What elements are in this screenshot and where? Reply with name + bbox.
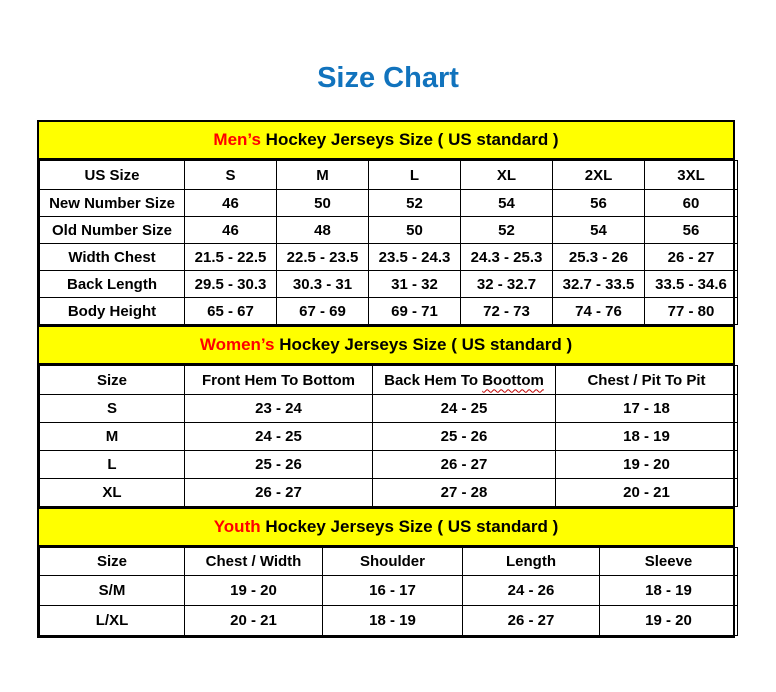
column-header: Size [40, 366, 185, 395]
row-label: New Number Size [40, 190, 185, 217]
table-row [40, 479, 738, 507]
section-band-women [39, 325, 733, 365]
cell: 46 [185, 190, 277, 217]
cell: 54 [553, 217, 645, 244]
column-header: Chest / Width [185, 548, 323, 576]
column-header: Length [463, 548, 600, 576]
section-band-text: Hockey Jerseys Size ( US standard ) [260, 130, 559, 149]
table-row [40, 576, 738, 606]
cell: 18 - 19 [600, 576, 738, 606]
cell: 21.5 - 22.5 [185, 244, 277, 271]
table-row [40, 217, 738, 244]
table-row [40, 298, 738, 325]
section-band-text: Hockey Jerseys Size ( US standard ) [260, 517, 559, 536]
column-header: L [369, 161, 461, 190]
cell: 18 - 19 [556, 423, 738, 451]
cell: 52 [369, 190, 461, 217]
cell: 25 - 26 [373, 423, 556, 451]
cell: 24.3 - 25.3 [461, 244, 553, 271]
row-label: Back Length [40, 271, 185, 298]
cell: 27 - 28 [373, 479, 556, 507]
page-title: Size Chart [317, 62, 459, 94]
cell: 29.5 - 30.3 [185, 271, 277, 298]
cell: 67 - 69 [277, 298, 369, 325]
column-header: 3XL [645, 161, 738, 190]
size-chart-table [37, 120, 735, 638]
cell: 30.3 - 31 [277, 271, 369, 298]
row-label: XL [40, 479, 185, 507]
row-label: Body Height [40, 298, 185, 325]
header-row [40, 161, 738, 190]
table-row [40, 451, 738, 479]
cell: 26 - 27 [463, 606, 600, 636]
cell: 48 [277, 217, 369, 244]
youth-size-table [39, 547, 738, 636]
cell: 46 [185, 217, 277, 244]
section-band-youth [39, 507, 733, 547]
cell: 24 - 25 [185, 423, 373, 451]
column-header: US Size [40, 161, 185, 190]
cell: 20 - 21 [556, 479, 738, 507]
table-row [40, 606, 738, 636]
cell: 56 [645, 217, 738, 244]
cell: 77 - 80 [645, 298, 738, 325]
column-header: 2XL [553, 161, 645, 190]
cell: 65 - 67 [185, 298, 277, 325]
cell: 16 - 17 [323, 576, 463, 606]
cell: 50 [369, 217, 461, 244]
table-row [40, 395, 738, 423]
cell: 26 - 27 [185, 479, 373, 507]
cell: 26 - 27 [373, 451, 556, 479]
cell: 19 - 20 [556, 451, 738, 479]
row-label: M [40, 423, 185, 451]
cell: 19 - 20 [600, 606, 738, 636]
cell: 54 [461, 190, 553, 217]
cell: 23.5 - 24.3 [369, 244, 461, 271]
section-band-highlight: Youth [213, 517, 261, 536]
cell: 18 - 19 [323, 606, 463, 636]
row-label: Old Number Size [40, 217, 185, 244]
table-row [40, 423, 738, 451]
row-label: S/M [40, 576, 185, 606]
row-label: L/XL [40, 606, 185, 636]
table-row [40, 244, 738, 271]
column-header: S [185, 161, 277, 190]
column-header: Chest / Pit To Pit [556, 366, 738, 395]
column-header: XL [461, 161, 553, 190]
column-header-text: Back Hem To [384, 371, 483, 389]
cell: 32 - 32.7 [461, 271, 553, 298]
column-header: Front Hem To Bottom [185, 366, 373, 395]
cell: 32.7 - 33.5 [553, 271, 645, 298]
row-label: Width Chest [40, 244, 185, 271]
cell: 60 [645, 190, 738, 217]
row-label: L [40, 451, 185, 479]
section-band-highlight: Women’s [199, 335, 275, 354]
cell: 23 - 24 [185, 395, 373, 423]
cell: 50 [277, 190, 369, 217]
cell: 56 [553, 190, 645, 217]
misspelled-word: Boottom [482, 371, 544, 389]
men-size-table [39, 160, 738, 325]
column-header: Shoulder [323, 548, 463, 576]
cell: 19 - 20 [185, 576, 323, 606]
cell: 52 [461, 217, 553, 244]
column-header [373, 366, 556, 395]
cell: 17 - 18 [556, 395, 738, 423]
header-row [40, 366, 738, 395]
cell: 31 - 32 [369, 271, 461, 298]
women-size-table [39, 365, 738, 507]
cell: 33.5 - 34.6 [645, 271, 738, 298]
cell: 25 - 26 [185, 451, 373, 479]
row-label: S [40, 395, 185, 423]
column-header: Sleeve [600, 548, 738, 576]
section-band-text: Hockey Jerseys Size ( US standard ) [274, 335, 573, 354]
cell: 25.3 - 26 [553, 244, 645, 271]
cell: 74 - 76 [553, 298, 645, 325]
cell: 26 - 27 [645, 244, 738, 271]
cell: 24 - 25 [373, 395, 556, 423]
table-row [40, 190, 738, 217]
column-header: M [277, 161, 369, 190]
cell: 20 - 21 [185, 606, 323, 636]
cell: 22.5 - 23.5 [277, 244, 369, 271]
table-row [40, 271, 738, 298]
section-band-men [39, 122, 733, 160]
cell: 24 - 26 [463, 576, 600, 606]
cell: 72 - 73 [461, 298, 553, 325]
cell: 69 - 71 [369, 298, 461, 325]
section-band-highlight: Men’s [213, 130, 261, 149]
column-header: Size [40, 548, 185, 576]
header-row [40, 548, 738, 576]
